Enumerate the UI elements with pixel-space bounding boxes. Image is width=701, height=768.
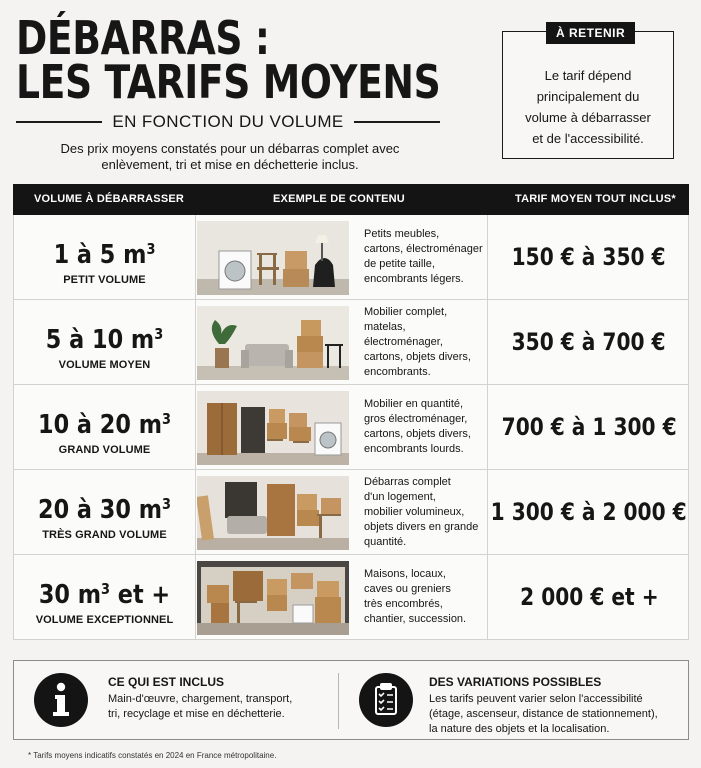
volume-value bbox=[27, 235, 183, 269]
variations-text bbox=[429, 692, 685, 737]
price-value: 2 000 € et + bbox=[519, 583, 659, 611]
volume-text: 20 à 30 m bbox=[38, 495, 162, 525]
volume-text: 10 à 20 m bbox=[38, 410, 162, 440]
volume-value bbox=[27, 490, 183, 524]
volume-unit-exponent: 3 bbox=[154, 325, 164, 343]
variations-section bbox=[339, 661, 689, 739]
column-header-volume: VOLUME À DÉBARRASSER bbox=[34, 193, 185, 205]
volume-value bbox=[27, 575, 183, 609]
content-line: matelas, électroménager, bbox=[364, 320, 443, 348]
volume-unit-exponent: 3 bbox=[161, 495, 171, 513]
price-value: 700 € à 1 300 € bbox=[501, 413, 677, 441]
price-cell bbox=[487, 385, 690, 469]
table-row bbox=[13, 215, 689, 300]
content-line: cartons, objets divers, bbox=[364, 428, 471, 440]
key-point-line: volume à débarrasser bbox=[525, 110, 651, 125]
content-description bbox=[364, 385, 487, 469]
price-cell bbox=[487, 470, 690, 554]
column-header-content: EXEMPLE DE CONTENU bbox=[273, 193, 405, 205]
volume-cell bbox=[14, 555, 196, 639]
included-text bbox=[108, 692, 328, 722]
content-line: encombrants lourds. bbox=[364, 443, 464, 455]
content-line: de petite taille, bbox=[364, 258, 435, 270]
content-description bbox=[364, 215, 487, 299]
content-example-image bbox=[197, 221, 349, 295]
volume-cell bbox=[14, 385, 196, 469]
content-line: Mobilier complet, bbox=[364, 305, 448, 318]
content-description bbox=[364, 555, 487, 639]
key-point-line: Le tarif dépend bbox=[544, 68, 632, 83]
title-line-1: DÉBARRAS : bbox=[16, 11, 270, 65]
content-line: mobilier volumineux, bbox=[364, 505, 465, 518]
intro-text bbox=[40, 141, 420, 173]
content-line: cartons, objets divers, bbox=[364, 350, 471, 363]
volume-text: 5 à 10 m bbox=[45, 325, 155, 355]
content-line: Maisons, locaux, bbox=[364, 568, 446, 580]
content-example-image bbox=[197, 391, 349, 465]
pricing-table bbox=[13, 215, 689, 640]
price-cell bbox=[487, 300, 690, 384]
volume-value bbox=[27, 405, 183, 439]
volume-label: VOLUME MOYEN bbox=[58, 359, 151, 371]
key-point-badge: À RETENIR bbox=[546, 22, 635, 44]
content-line: chantier, succession. bbox=[364, 613, 467, 625]
subtitle-row bbox=[16, 110, 440, 134]
intro-line: Des prix moyens constatés pour un débarras complet avec bbox=[60, 141, 400, 156]
price-value: 350 € à 700 € bbox=[512, 328, 666, 356]
variations-line: la nature des objets et la localisation. bbox=[429, 723, 610, 735]
included-section bbox=[14, 661, 338, 739]
table-row bbox=[13, 300, 689, 385]
volume-text: 1 à 5 m bbox=[53, 240, 147, 270]
volume-text: 30 m bbox=[38, 580, 102, 610]
content-line: Débarras complet bbox=[364, 475, 451, 488]
included-title: CE QUI EST INCLUS bbox=[108, 675, 225, 689]
included-line: tri, recyclage et mise en déchetterie. bbox=[108, 708, 285, 720]
variations-line: Les tarifs peuvent varier selon l'accessibilité bbox=[429, 693, 643, 705]
volume-suffix: et + bbox=[110, 580, 171, 610]
variations-line: (étage, ascenseur, distance de stationnement), bbox=[429, 708, 658, 720]
volume-cell bbox=[14, 470, 196, 554]
content-description bbox=[364, 300, 487, 384]
price-cell bbox=[487, 215, 690, 299]
column-header-price: TARIF MOYEN TOUT INCLUS* bbox=[515, 193, 676, 205]
volume-unit-exponent: 3 bbox=[161, 410, 171, 428]
table-row bbox=[13, 555, 689, 640]
content-line: très encombrés, bbox=[364, 598, 443, 610]
content-line: d'un logement, bbox=[364, 490, 436, 503]
footnote: * Tarifs moyens indicatifs constatés en 2024 en France métropolitaine. bbox=[28, 751, 277, 760]
content-example-image bbox=[197, 306, 349, 380]
key-point-text bbox=[511, 65, 665, 149]
clipboard-checklist-icon bbox=[359, 673, 413, 727]
content-line: caves ou greniers bbox=[364, 583, 451, 595]
key-point-line: et de l'accessibilité. bbox=[532, 131, 644, 146]
table-row bbox=[13, 470, 689, 555]
intro-line: enlèvement, tri et mise en déchetterie inclus. bbox=[101, 157, 359, 172]
content-line: encombrants légers. bbox=[364, 273, 464, 285]
volume-label: TRÈS GRAND VOLUME bbox=[42, 529, 167, 541]
content-line: Petits meubles, bbox=[364, 228, 440, 240]
content-line: gros électroménager, bbox=[364, 413, 468, 425]
divider bbox=[16, 121, 102, 123]
content-example-image bbox=[197, 561, 349, 635]
content-line: encombrants. bbox=[364, 365, 431, 378]
subtitle: EN FONCTION DU VOLUME bbox=[112, 112, 344, 131]
key-point-line: principalement du bbox=[536, 89, 640, 104]
variations-title: DES VARIATIONS POSSIBLES bbox=[429, 675, 602, 689]
content-line: cartons, électroménager bbox=[364, 243, 483, 255]
key-point-box bbox=[502, 26, 674, 159]
included-line: Main-d'œuvre, chargement, transport, bbox=[108, 693, 293, 705]
content-line: objets divers en grande bbox=[364, 520, 479, 533]
content-line: Mobilier en quantité, bbox=[364, 398, 464, 410]
volume-label: GRAND VOLUME bbox=[58, 444, 151, 456]
volume-value bbox=[27, 320, 183, 354]
info-panel bbox=[13, 660, 689, 740]
content-description bbox=[364, 470, 487, 554]
info-icon bbox=[34, 673, 88, 727]
price-value: 150 € à 350 € bbox=[512, 243, 666, 271]
volume-unit-exponent: 3 bbox=[101, 580, 111, 598]
page-title bbox=[16, 11, 456, 109]
volume-label: VOLUME EXCEPTIONNEL bbox=[35, 614, 174, 626]
volume-label: PETIT VOLUME bbox=[63, 274, 146, 286]
volume-unit-exponent: 3 bbox=[146, 240, 156, 258]
table-header bbox=[13, 184, 689, 215]
price-value: 1 300 € à 2 000 € bbox=[491, 498, 688, 526]
volume-cell bbox=[14, 300, 196, 384]
content-line: quantité. bbox=[364, 535, 407, 548]
title-line-2: LES TARIFS MOYENS bbox=[16, 55, 441, 109]
volume-cell bbox=[14, 215, 196, 299]
divider bbox=[354, 121, 440, 123]
content-example-image bbox=[197, 476, 349, 550]
price-cell bbox=[487, 555, 690, 639]
table-row bbox=[13, 385, 689, 470]
